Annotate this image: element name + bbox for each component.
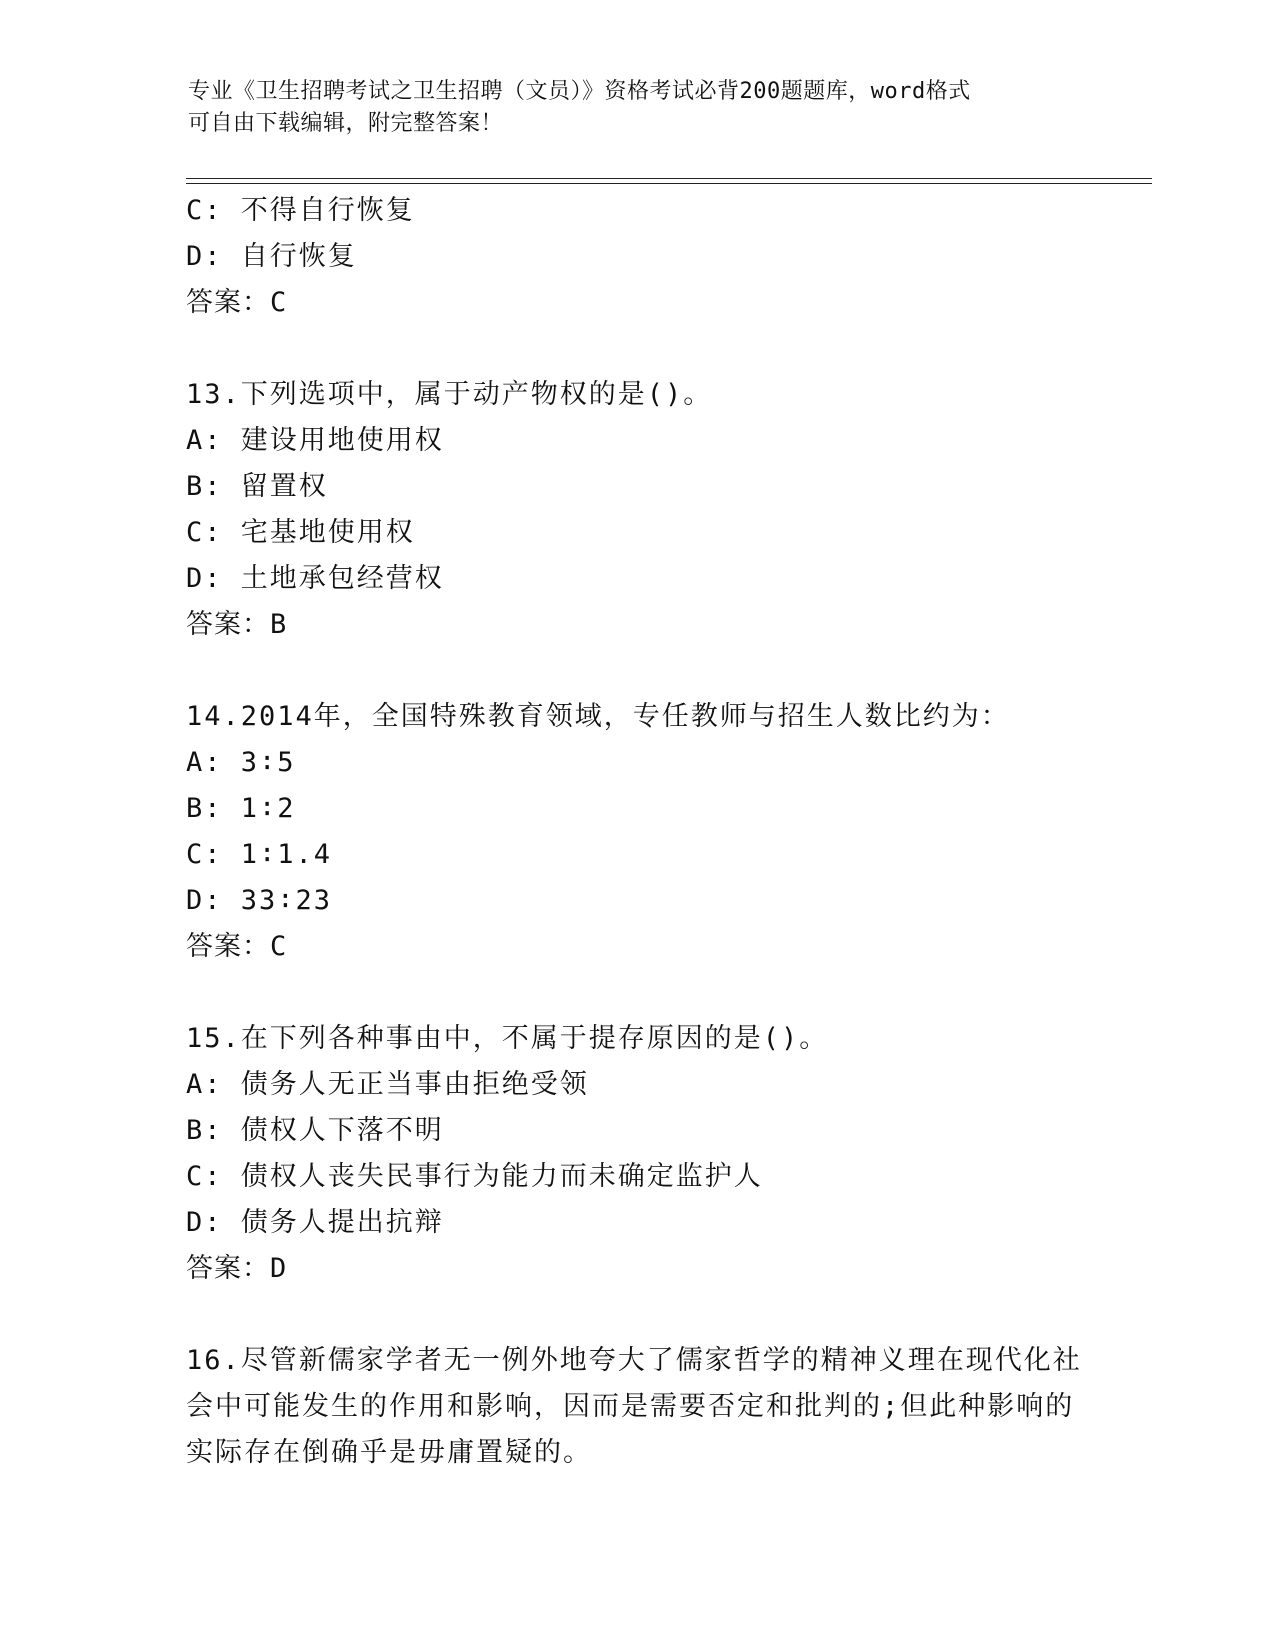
option-c: C: 不得自行恢复	[186, 195, 415, 226]
question-stem: 14.2014年，全国特殊教育领域，专任教师与招生人数比约为：	[186, 701, 1010, 732]
question-fragment	[186, 188, 1086, 326]
question-content	[186, 188, 1086, 1476]
question-stem-line-1: 16.尽管新儒家学者无一例外地夸大了儒家哲学的精神义理在现代化社	[186, 1345, 1082, 1376]
answer-value: C	[270, 287, 288, 318]
answer-label: 答案：	[186, 287, 270, 318]
header-rule-bottom	[186, 183, 1152, 184]
answer-line	[186, 602, 1086, 648]
document-header	[188, 76, 1068, 140]
question-stem: 15.在下列各种事由中，不属于提存原因的是()。	[186, 1023, 829, 1054]
option-c: C: 宅基地使用权	[186, 517, 415, 548]
option-b: B: 留置权	[186, 471, 328, 502]
answer-line	[186, 1246, 1086, 1292]
header-rule-top	[186, 178, 1152, 179]
option-b: B: 1∶2	[186, 793, 296, 824]
option-d: D: 33∶23	[186, 885, 333, 916]
answer-label: 答案：	[186, 931, 270, 962]
question-15	[186, 1016, 1086, 1292]
option-a: A: 建设用地使用权	[186, 425, 444, 456]
option-b: B: 债权人下落不明	[186, 1115, 444, 1146]
option-d: D: 债务人提出抗辩	[186, 1207, 444, 1238]
question-stem-line-3: 实际存在倒确乎是毋庸置疑的。	[186, 1437, 592, 1468]
question-stem-line-2: 会中可能发生的作用和影响，因而是需要否定和批判的;但此种影响的	[186, 1391, 1075, 1422]
option-a: A: 债务人无正当事由拒绝受领	[186, 1069, 589, 1100]
header-line-2: 可自由下载编辑，附完整答案！	[188, 111, 504, 136]
answer-line	[186, 924, 1086, 970]
option-c: C: 债权人丧失民事行为能力而未确定监护人	[186, 1161, 763, 1192]
option-d: D: 土地承包经营权	[186, 563, 444, 594]
header-line-1: 专业《卫生招聘考试之卫生招聘（文员）》资格考试必背200题题库，word格式	[188, 79, 971, 104]
answer-value: C	[270, 931, 288, 962]
question-13	[186, 372, 1086, 648]
answer-value: B	[270, 609, 288, 640]
question-14	[186, 694, 1086, 970]
answer-line	[186, 280, 1086, 326]
option-d: D: 自行恢复	[186, 241, 357, 272]
answer-label: 答案：	[186, 1253, 270, 1284]
question-stem: 13.下列选项中，属于动产物权的是()。	[186, 379, 713, 410]
answer-value: D	[270, 1253, 288, 1284]
option-c: C: 1∶1.4	[186, 839, 333, 870]
option-a: A: 3∶5	[186, 747, 296, 778]
question-16	[186, 1338, 1086, 1476]
answer-label: 答案：	[186, 609, 270, 640]
